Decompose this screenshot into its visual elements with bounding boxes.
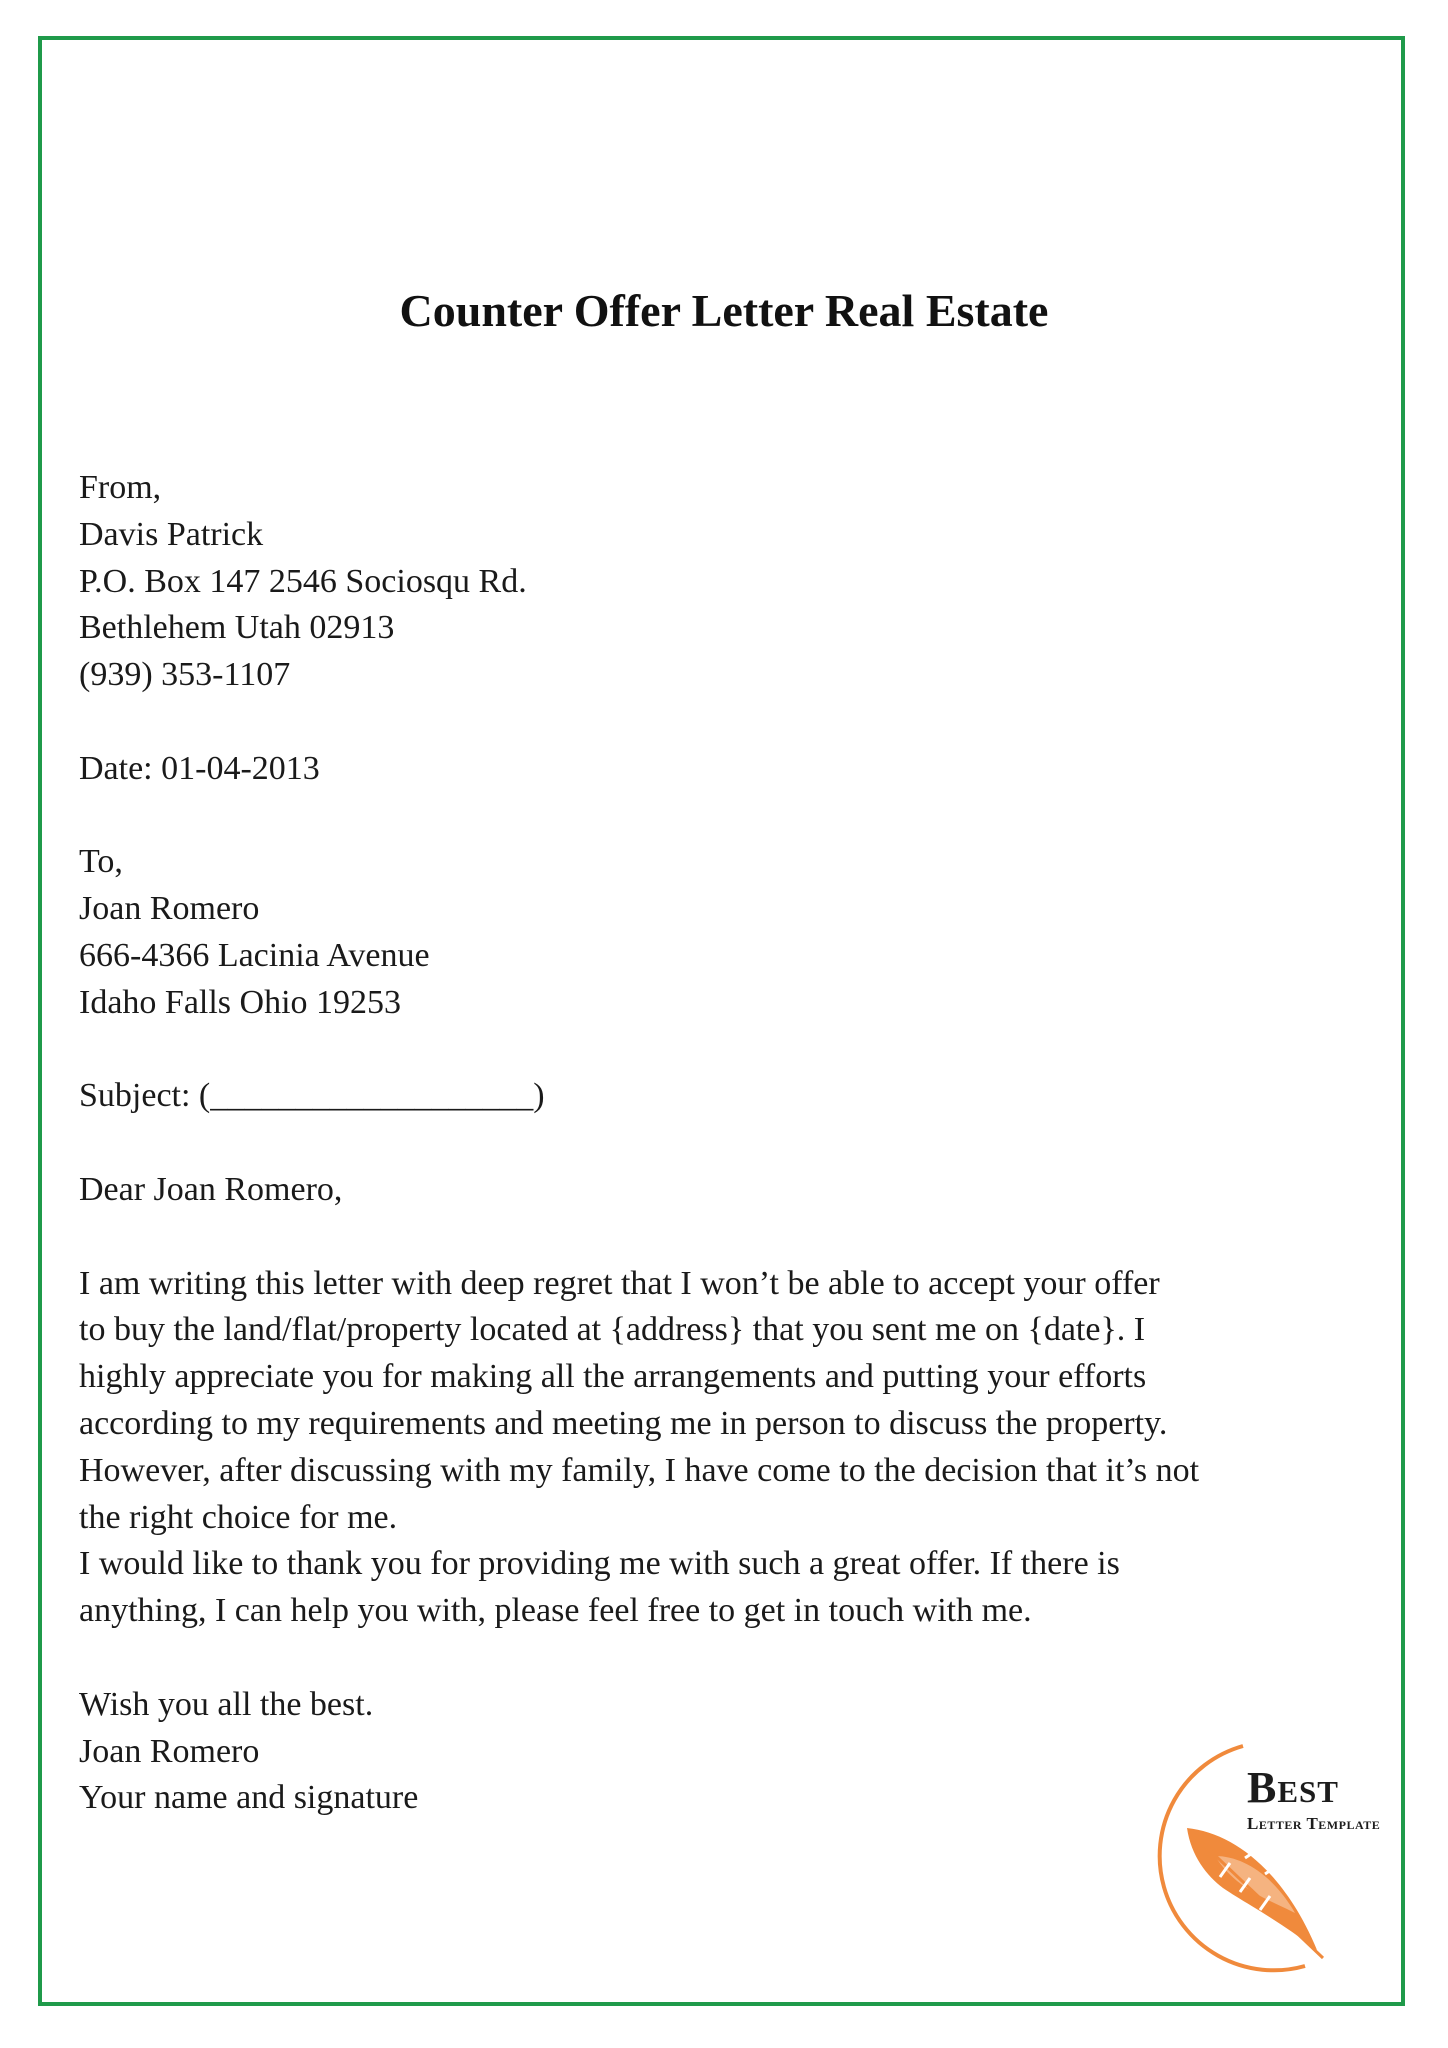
signature-line: Your name and signature xyxy=(79,1779,419,1817)
closing-name: Joan Romero xyxy=(79,1732,260,1770)
paragraph-line: according to my requirements and meeting me in person to discuss the property. xyxy=(79,1404,1168,1442)
spacer xyxy=(79,1120,1379,1167)
letter-body xyxy=(79,465,1379,1822)
sender-name: Davis Patrick xyxy=(79,515,264,553)
best-letter-template-logo xyxy=(1125,1738,1415,1978)
sender-address-line-2: Bethlehem Utah 02913 xyxy=(79,609,395,647)
spacer xyxy=(79,1027,1379,1074)
subject-line: Subject: (___________________) xyxy=(79,1077,545,1115)
recipient-name: Joan Romero xyxy=(79,890,260,928)
paragraph-line: I would like to thank you for providing me with such a great offer. If there is xyxy=(79,1545,1120,1583)
recipient-address-line-1: 666-4366 Lacinia Avenue xyxy=(79,936,430,974)
letter-title: Counter Offer Letter Real Estate xyxy=(399,285,1049,336)
spacer xyxy=(79,1635,1379,1682)
letter-date: Date: 01-04-2013 xyxy=(79,749,320,787)
paragraph-line: to buy the land/flat/property located at {address} that you sent me on {date}. I xyxy=(79,1311,1146,1349)
paragraph-line: the right choice for me. xyxy=(79,1498,398,1536)
recipient-address-line-2: Idaho Falls Ohio 19253 xyxy=(79,983,402,1021)
closing-line: Wish you all the best. xyxy=(79,1685,374,1723)
paragraph-line: highly appreciate you for making all the arrangements and putting your efforts xyxy=(79,1358,1147,1396)
spacer xyxy=(79,1214,1379,1261)
spacer xyxy=(79,699,1379,746)
spacer xyxy=(79,793,1379,840)
to-label: To, xyxy=(79,843,123,881)
paragraph-line: I am writing this letter with deep regret that I won’t be able to accept your offer xyxy=(79,1264,1160,1302)
logo-title: Best xyxy=(1247,1763,1339,1812)
sender-address-line-1: P.O. Box 147 2546 Sociosqu Rd. xyxy=(79,562,527,600)
salutation: Dear Joan Romero, xyxy=(79,1170,343,1208)
paragraph-line: anything, I can help you with, please feel free to get in touch with me. xyxy=(79,1592,1032,1630)
sender-phone: (939) 353-1107 xyxy=(79,656,291,694)
from-label: From, xyxy=(79,469,162,506)
paragraph-line: However, after discussing with my family, I have come to the decision that it’s not xyxy=(79,1451,1200,1489)
logo-subtitle: Letter Template xyxy=(1247,1814,1381,1833)
